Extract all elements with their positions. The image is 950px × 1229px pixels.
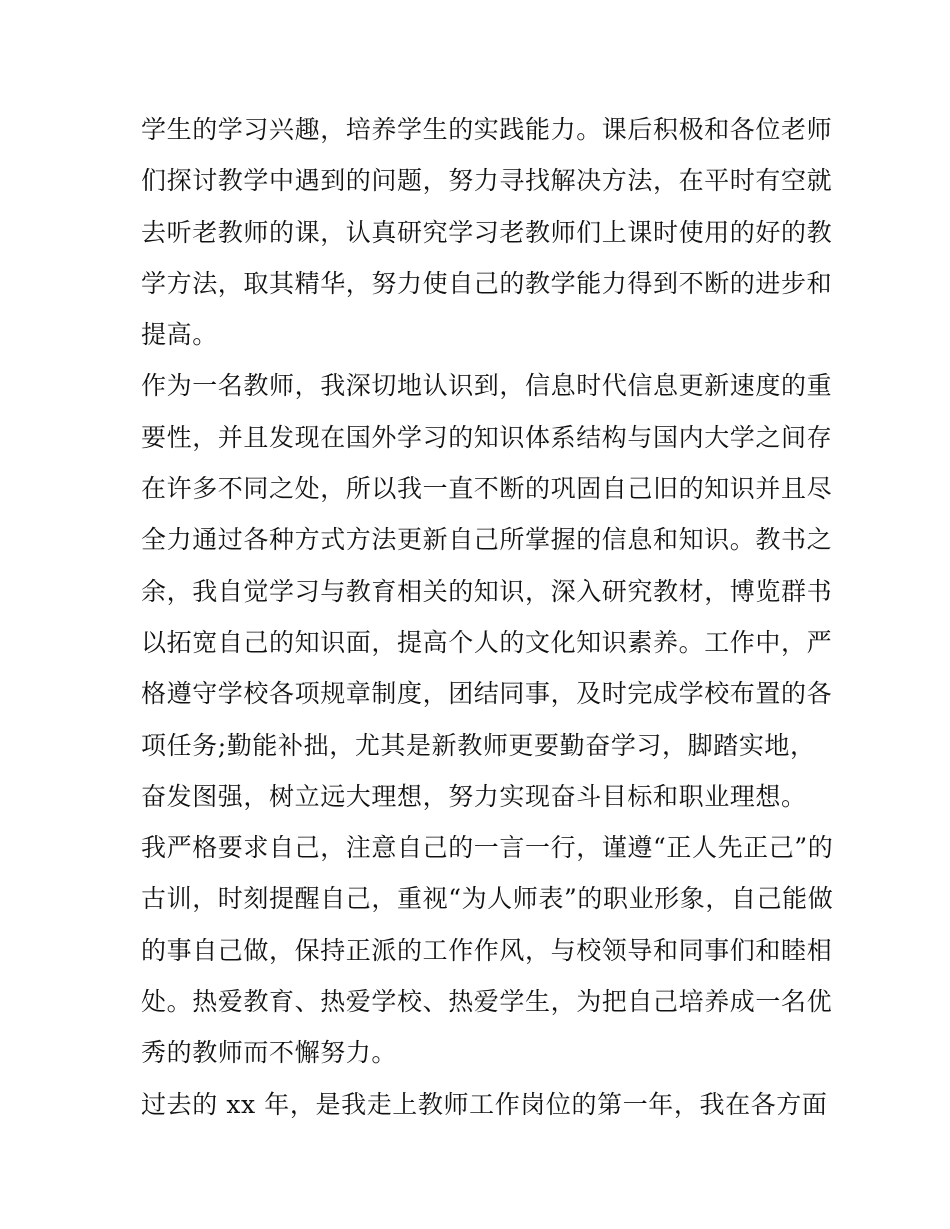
body-text (141, 108, 834, 1134)
text-line: 们探讨教学中遇到的问题，努力寻找解决方法，在平时有空就 (141, 166, 833, 196)
text-line: 学方法，取其精华，努力使自己的教学能力得到不断的进步和 (141, 268, 833, 298)
text-line: 以拓宽自己的知识面，提高个人的文化知识素养。工作中，严 (141, 627, 833, 657)
text-line: 项任务;勤能补拙，尤其是新教师更要勤奋学习，脚踏实地， (141, 730, 816, 760)
text-line: 古训，时刻提醒自己，重视“为人师表”的职业形象，自己能做 (141, 884, 834, 914)
text-line: 作为一名教师，我深切地认识到，信息时代信息更新速度的重 (141, 371, 833, 401)
paragraph (141, 108, 833, 364)
text-line: 去听老教师的课，认真研究学习老教师们上课时使用的好的教 (141, 217, 833, 247)
paragraph (141, 1083, 828, 1134)
text-line: 要性，并且发现在国外学习的知识体系结构与国内大学之间存 (141, 422, 833, 452)
text-line: 处。热爱教育、热爱学校、热爱学生，为把自己培养成一名优 (141, 987, 833, 1017)
text-line: 全力通过各种方式方法更新自己所掌握的信息和知识。教书之 (141, 525, 833, 555)
text-line: 提高。 (141, 320, 218, 350)
text-line: 格遵守学校各项规章制度，团结同事，及时完成学校布置的各 (141, 679, 833, 709)
text-line: 我严格要求自己，注意自己的一言一行，谨遵“正人先正己”的 (141, 833, 834, 863)
text-line: 过去的 xx 年，是我走上教师工作岗位的第一年，我在各方面 (141, 1089, 828, 1119)
paragraph (141, 364, 833, 826)
text-line: 奋发图强，树立远大理想，努力实现奋斗目标和职业理想。 (141, 781, 807, 811)
text-line: 余，我自觉学习与教育相关的知识，深入研究教材，博览群书 (141, 576, 833, 606)
text-line: 的事自己做，保持正派的工作作风，与校领导和同事们和睦相 (141, 935, 833, 965)
text-line: 在许多不同之处，所以我一直不断的巩固自己旧的知识并且尽 (141, 474, 833, 504)
text-line: 学生的学习兴趣，培养学生的实践能力。课后积极和各位老师 (141, 115, 833, 144)
text-line: 秀的教师而不懈努力。 (141, 1038, 398, 1068)
paragraph (141, 826, 834, 1082)
